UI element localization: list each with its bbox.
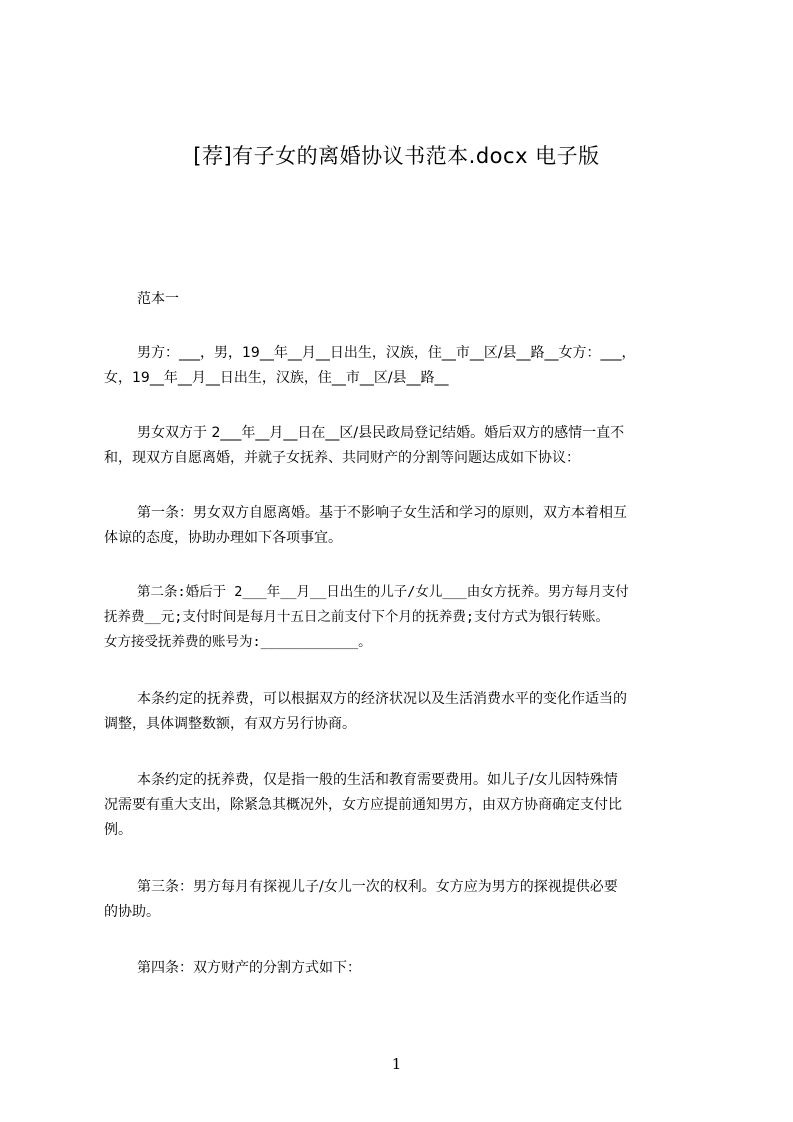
paragraph-article-4 — [104, 956, 704, 981]
paragraph-line: 体谅的态度，协助办理如下各项事宜。 — [104, 530, 342, 546]
paragraph-line: 况需要有重大支出，除紧急其概况外，女方应提前通知男方，由双方协商确定支付比 — [104, 797, 622, 813]
paragraph-article-3 — [104, 875, 704, 925]
paragraph-line: 第三条：男方每月有探视儿子/女儿一次的权利。女方应为男方的探视提供必要 — [137, 879, 618, 895]
paragraph-support-adjustment — [104, 687, 704, 737]
paragraph-line: 例。 — [104, 822, 132, 838]
paragraph-line: 和，现双方自愿离婚，并就子女抚养、共同财产的分割等问题达成如下协议： — [104, 450, 580, 466]
document-title: [荐]有子女的离婚协议书范本.docx 电子版 — [193, 144, 600, 168]
paragraph-parties — [104, 341, 704, 391]
paragraph-line: 男方：___，男，19__年__月__日出生，汉族，住__市__区/县__路__女方：___， — [137, 345, 636, 361]
section-heading: 范本一 — [137, 291, 179, 307]
paragraph-marriage-registration — [104, 421, 704, 471]
paragraph-line: 第四条：双方财产的分割方式如下： — [137, 960, 361, 976]
paragraph-line: 本条约定的抚养费，仅是指一般的生活和教育需要费用。如儿子/女儿因特殊情 — [137, 772, 618, 788]
paragraph-line: 男女双方于 2___年__月__日在__区/县民政局登记结婚。婚后双方的感情一直不 — [137, 425, 625, 441]
paragraph-line: 女，19__年__月__日出生，汉族，住__市__区/县__路__ — [104, 370, 449, 386]
paragraph-article-1 — [104, 501, 704, 551]
paragraph-line: 本条约定的抚养费，可以根据双方的经济状况以及生活消费水平的变化作适当的 — [137, 691, 627, 707]
paragraph-line: 女方接受抚养费的账号为:____________。 — [104, 634, 372, 650]
paragraph-line: 第二条:婚后于 2___年__月__日出生的儿子/女儿___由女方抚养。男方每月支付 — [137, 584, 629, 600]
page-number: 1 — [391, 1055, 402, 1073]
paragraph-article-2 — [104, 580, 704, 655]
paragraph-line: 的协助。 — [104, 904, 160, 920]
paragraph-line: 调整，具体调整数额，有双方另行协商。 — [104, 716, 356, 732]
paragraph-line: 第一条：男女双方自愿离婚。基于不影响子女生活和学习的原则，双方本着相互 — [137, 505, 627, 521]
paragraph-line: 抚养费__元;支付时间是每月十五日之前支付下个月的抚养费;支付方式为银行转账。 — [104, 609, 610, 625]
paragraph-support-scope — [104, 768, 704, 843]
